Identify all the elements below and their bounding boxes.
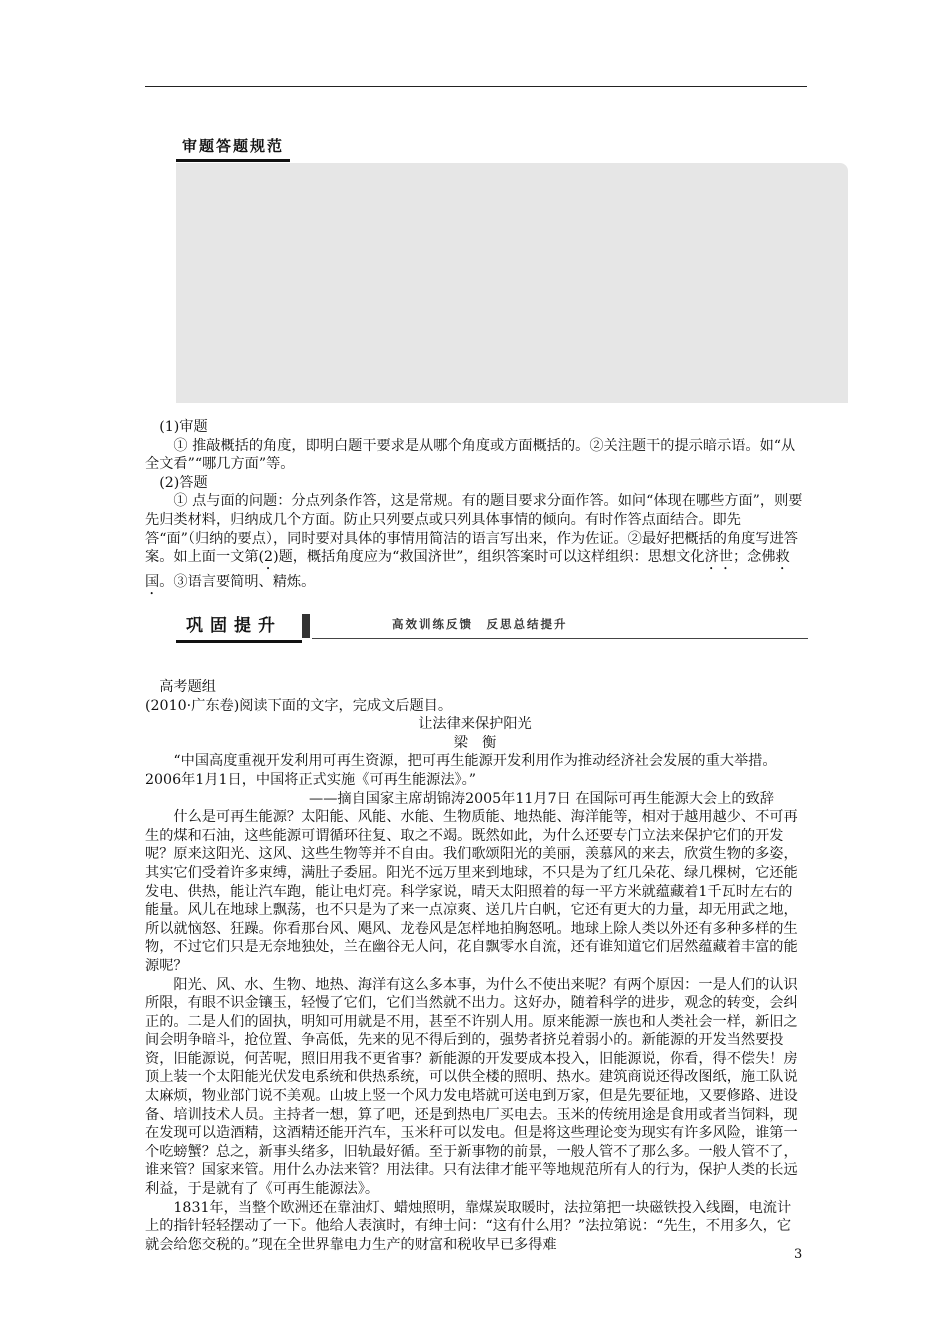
- article-paragraph-2: 阳光、风、水、生物、地热、海洋有这么多本事，为什么不使出来呢？有两个原因：一是人们的认识所限，有眼不识金镶玉，轻慢了它们，它们当然就不出力。这好办，随着科学的进步，观念的转变，会纠正的。二是人们的固执，明知可用就是不用，甚至不许别人用。原来能源一族也和人类社会一样，新旧之间会明争暗斗，抢位置、争高低，先来的见不得后到的，强势者挤兑着弱小的。新能源的开发当然要投资，旧能源说，何苦呢，照旧用我不更省事？新能源的开发要成本投入，旧能源说，你看，得不偿失！房顶上装一个太阳能光伏发电系统和供热系统，可以供全楼的照明、热水。建筑商说还得改图纸，施工队说太麻烦，物业部门说不美观。山坡上竖一个风力发电塔就可送电到万家，但是先要征地，又要修路、进设备、培训技术人员。主持者一想，算了吧，还是到热电厂买电去。玉米的传统用途是食用或者当饲料，现在发现可以造酒精，这酒精还能开汽车，玉米秆可以发电。但是将这些理论变为现实有许多风险，谁第一个吃螃蟹？总之，新事头绪多，旧轨最好循。至于新事物的前景，一般人管不了那么多。一般人管不了，谁来管？国家来管。用什么办法来管？用法律。只有法律才能平等地规范所有人的行为，保护人类的长远利益，于是就有了《可再生能源法》。: [145, 976, 798, 1198]
- section-title: 审题答题规范: [176, 135, 290, 162]
- guidance-heading-2: (2)答题: [159, 474, 208, 491]
- article-paragraph-1: 什么是可再生能源？太阳能、风能、水能、生物质能、地热能、海洋能等，相对于越用越少、不可再生的煤和石油，这些能源可谓循环往复、取之不竭。既然如此，为什么还要专门立法来保护它们的开发呢？原来这阳光、这风、这些生物等并不自由。我们歌颂阳光的美丽，羡慕风的来去，欣赏生物的多姿，其实它们受着许多束缚，满肚子委屈。阳光不远万里来到地球，不只是为了红几朵花、绿几棵树，它还能发电、供热，能让汽车跑，能让电灯亮。科学家说，晴天太阳照着的每一平方米就蕴藏着1千瓦时左右的能量。风儿在地球上飘荡，也不只是为了来一点凉爽、送几片白帆，它还有更大的力量，却无用武之地，所以就恼怒、狂躁。你看那台风、飓风、龙卷风是怎样地拍胸怒吼。地球上除人类以外还有多种多样的生物，不过它们只是无奈地独处，兰在幽谷无人问，花自飘零水自流，还有谁知道它们居然蕴藏着丰富的能源呢？: [145, 809, 798, 974]
- article-quote: “中国高度重视开发利用可再生资源，把可再生能源开发利用作为推动经济社会发展的重大举措。2006年1月1日，中国将正式实施《可再生能源法》。”: [145, 753, 777, 788]
- header-rule: [145, 86, 807, 87]
- consolidation-subtitle: 高效训练反馈 反思总结提升: [392, 617, 568, 631]
- page-number: 3: [794, 1247, 803, 1262]
- guidance-paragraph-2: ① 点与面的问题：分点列条作答，这是常规。有的题目要求分面作答。如问“体现在哪些方面”，则要先归类材料，归纳成几个方面。防止只列要点或只列具体事情的倾向。有时作答点面结合。即先答“面”（归纳的要点），同时要对具体的事情用简洁的语言写出来，作为佐证。②最好把概括的角度写进答案。如上面一文第(2)题，概括角度应为“救国济世”，组织答案时可以这样组织：思想文化济世；念佛救国。③语言要简明、精炼。: [145, 493, 803, 591]
- article-title: 让法律来保护阳光: [418, 716, 532, 733]
- title-underline: [176, 640, 302, 643]
- quote-source: ——摘自国家主席胡锦涛2005年11月7日 在国际可再生能源大会上的致辞: [309, 790, 774, 807]
- question-group-label: 高考题组: [159, 679, 216, 695]
- guidance-paragraph-1: ① 推敲概括的角度，即明白题干要求是从哪个角度或方面概括的。②关注题干的提示暗示语。如“从全文看”“哪几方面”等。: [145, 437, 796, 473]
- question-source: (2010·广东卷)阅读下面的文字，完成文后题目。: [145, 697, 453, 714]
- article-author: 梁 衡: [453, 734, 497, 751]
- header-bar: [302, 614, 310, 638]
- header-rule-line: [312, 638, 808, 639]
- article-paragraph-3: 1831年，当整个欧洲还在靠油灯、蜡烛照明，靠煤炭取暖时，法拉第把一块磁铁投入线圈，电流计上的指针轻轻摆动了一下。他给人表演时，有绅士问：“这有什么用？”法拉第说：“先生，不用多久，它就会给您交税的。”现在全世界靠电力生产的财富和税收早已多得难: [145, 1199, 792, 1253]
- section-header: [176, 136, 290, 162]
- consolidation-title: 巩固提升: [176, 612, 302, 640]
- consolidation-header: [176, 612, 808, 642]
- guidance-text: [145, 418, 805, 598]
- article-text: [145, 678, 805, 1254]
- blank-shaded-panel: [176, 163, 848, 403]
- guidance-heading-1: (1)审题: [159, 419, 208, 435]
